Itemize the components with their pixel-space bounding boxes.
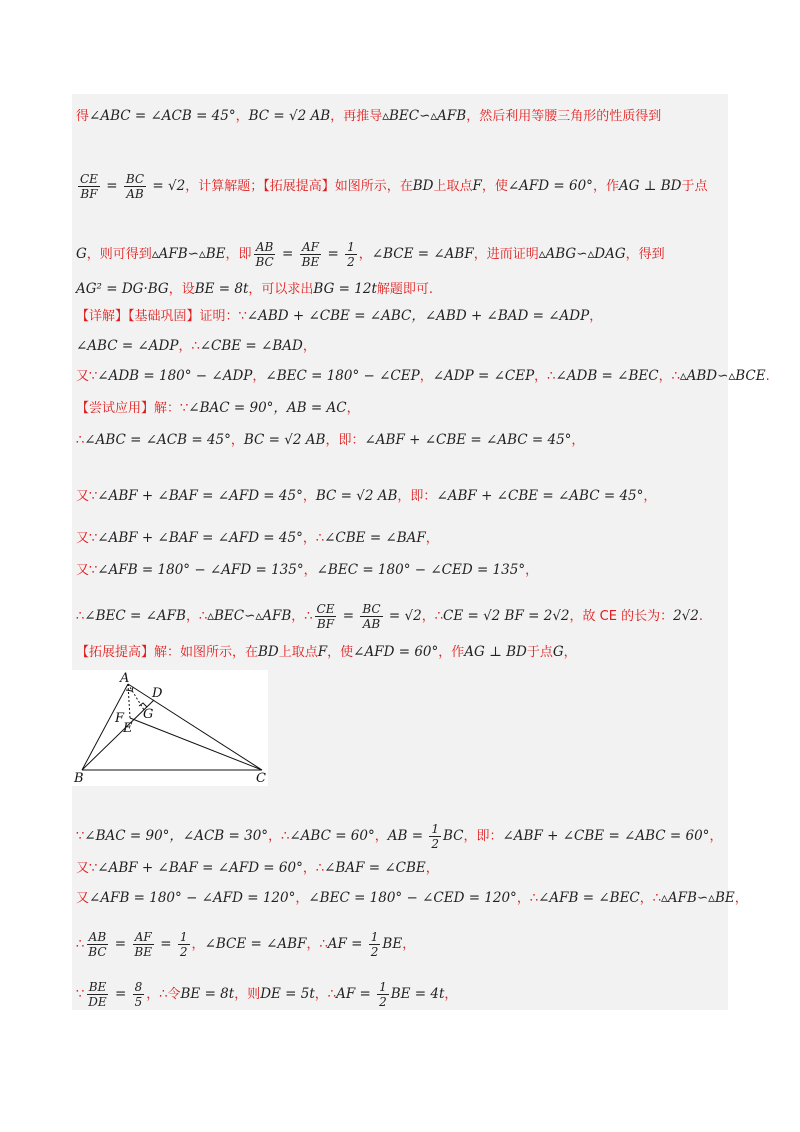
math-expression: ∠BEC = 180° − ∠CEP — [265, 368, 420, 384]
chinese-text: ，则可得到 — [86, 247, 152, 262]
chinese-text: 又∵ — [76, 861, 98, 876]
fraction-denominator: BC — [88, 945, 107, 959]
math-expression: BC = √2 AB — [248, 108, 331, 124]
chinese-text: ， — [525, 563, 539, 578]
solution-line — [76, 172, 734, 201]
solution-line — [76, 560, 734, 581]
chinese-text: . — [765, 369, 770, 384]
math-expression: = — [277, 246, 298, 262]
fraction — [300, 240, 322, 269]
math-expression: ▵AFB∽▵BE — [661, 890, 735, 906]
label-d: D — [152, 686, 163, 701]
math-expression: ∠ABC = ∠ACB = 45° — [84, 432, 231, 448]
chinese-text: ，使 — [481, 179, 508, 194]
solution-line — [76, 602, 734, 631]
fraction-denominator: BE — [134, 945, 152, 959]
math-expression: BE — [382, 936, 403, 952]
solution-line — [76, 980, 734, 1009]
math-expression: ∠BAC = 90°，∠ACB = 30° — [84, 828, 269, 844]
solution-line — [76, 430, 734, 451]
math-expression: G — [552, 644, 564, 660]
chinese-text: ，即： — [397, 489, 437, 504]
fraction — [345, 240, 357, 269]
chinese-text: ， — [230, 433, 244, 448]
chinese-text: ， — [571, 433, 585, 448]
label-b: B — [74, 771, 84, 786]
math-expression: CE = √2 BF = 2√2 — [443, 608, 570, 624]
math-expression: BD — [258, 644, 279, 660]
fraction-denominator: BF — [80, 187, 98, 201]
chinese-text: . — [698, 609, 704, 624]
fraction-numerator: 1 — [370, 930, 379, 944]
chinese-text: ∵ — [76, 829, 85, 844]
chinese-text: ，再推导 — [330, 109, 383, 124]
math-expression: AG² = DG·BG — [76, 281, 169, 297]
right-angle-mark-a — [126, 687, 133, 691]
fraction-numerator: 1 — [379, 980, 387, 994]
chinese-text: 得 — [76, 109, 90, 124]
chinese-text: 于点 — [681, 179, 708, 194]
chinese-text: 【详解】【基础巩固】证明：∵ — [76, 309, 247, 324]
solution-line — [76, 240, 734, 269]
chinese-text: ， — [419, 369, 433, 384]
chinese-text: 又∵ — [76, 563, 98, 578]
math-expression: BC = √2 AB — [315, 488, 398, 504]
fraction — [132, 930, 154, 959]
fraction-denominator: BF — [316, 617, 335, 631]
fraction — [254, 240, 276, 269]
fraction — [178, 930, 190, 959]
chinese-text: ，∴ — [658, 369, 680, 384]
fraction — [377, 980, 389, 1009]
fraction — [78, 172, 100, 201]
math-expression: ∠ABF + ∠CBE = ∠ABC = 60° — [502, 828, 710, 844]
chinese-text: ，计算解题；【拓展提高】如图所示，在 — [185, 179, 413, 194]
chinese-text: ∴ — [76, 433, 85, 448]
math-expression: DE = 5t — [260, 986, 315, 1002]
math-expression: BC — [442, 828, 464, 844]
chinese-text: ，故 CE 的长为： — [569, 609, 674, 624]
chinese-text: ，∴ — [302, 531, 325, 546]
chinese-text: ，即： — [463, 829, 503, 844]
chinese-text: 于点 — [526, 645, 553, 660]
chinese-text: ，∴ — [516, 891, 539, 906]
math-expression: ∠AFB = 180° − ∠AFD = 120° — [89, 890, 296, 906]
chinese-text: ，设 — [168, 282, 195, 297]
chinese-text: ， — [402, 937, 416, 952]
chinese-text: ∴ — [76, 609, 85, 624]
chinese-text: ，∴ — [534, 369, 556, 384]
math-expression: ▵ABD∽▵BCE — [679, 368, 766, 384]
math-expression: F — [317, 644, 328, 660]
fraction-denominator: 2 — [379, 995, 387, 1009]
label-f: F — [115, 711, 125, 726]
fraction — [315, 602, 337, 631]
fraction-numerator: AF — [301, 240, 319, 254]
math-expression: 2√2 — [673, 608, 699, 624]
chinese-text: ， — [358, 247, 372, 262]
chinese-text: ， — [235, 109, 249, 124]
math-expression: AG ⊥ BD — [618, 178, 682, 194]
math-expression: F — [472, 178, 482, 194]
segment-ac — [128, 684, 262, 770]
math-expression: ∠BAC = 90°，AB = AC — [188, 400, 347, 416]
fraction-denominator: DE — [88, 995, 107, 1009]
math-expression: = — [156, 936, 176, 952]
fraction — [124, 172, 146, 201]
solution-line — [76, 336, 734, 357]
chinese-text: ，∴ — [291, 609, 313, 624]
chinese-text: ，∴ — [178, 339, 200, 354]
chinese-text: 又 — [76, 891, 90, 906]
solution-line — [76, 486, 734, 507]
chinese-text: ，作 — [592, 179, 619, 194]
chinese-text: ∵ — [76, 987, 85, 1002]
math-expression: BE = 8t — [180, 986, 235, 1002]
fraction-numerator: CE — [316, 602, 335, 616]
chinese-text: ，∴ — [306, 937, 328, 952]
fraction-numerator: 8 — [134, 980, 143, 994]
solution-line — [76, 858, 734, 879]
chinese-text: ， — [444, 987, 458, 1002]
math-expression: = √2 — [384, 608, 422, 624]
solution-line — [76, 106, 734, 127]
math-expression: AF = — [327, 936, 367, 952]
chinese-text: ， — [303, 563, 317, 578]
solution-line — [76, 279, 734, 300]
fraction-numerator: BC — [125, 172, 145, 186]
math-expression: = √2 — [148, 178, 186, 194]
fraction-numerator: 1 — [179, 930, 188, 944]
math-expression: G — [76, 246, 87, 262]
chinese-text: ， — [374, 829, 388, 844]
fraction-denominator: 2 — [179, 945, 188, 959]
math-expression: BE = 4t — [390, 986, 445, 1002]
chinese-text: ∴ — [76, 937, 85, 952]
chinese-text: ，∴ — [421, 609, 443, 624]
chinese-text: ，即： — [325, 433, 365, 448]
chinese-text: ， — [563, 645, 577, 660]
math-expression: ∠CBE = ∠BAD — [199, 338, 303, 354]
chinese-text: ， — [709, 829, 723, 844]
math-expression: ∠CBE = ∠BAF — [324, 530, 426, 546]
math-expression: ∠AFD = 60° — [353, 644, 439, 660]
math-expression: ∠ADP = ∠CEP — [432, 368, 535, 384]
chinese-text: ，即 — [225, 247, 252, 262]
fraction-numerator: BE — [88, 980, 107, 994]
math-expression: ∠AFB = ∠BEC — [538, 890, 640, 906]
math-expression: ∠BEC = 180° − ∠CED = 120° — [308, 890, 517, 906]
segment-ab — [82, 684, 128, 770]
chinese-text: ，使 — [327, 645, 354, 660]
fraction-denominator: 2 — [431, 837, 439, 851]
fraction-denominator: 5 — [134, 995, 143, 1009]
math-expression: ∠ABD + ∠CBE = ∠ABC，∠ABD + ∠BAD = ∠ADP — [246, 308, 590, 324]
math-expression: AF = — [336, 986, 376, 1002]
math-expression: ∠BCE = ∠ABF — [371, 246, 474, 262]
chinese-text: ， — [346, 401, 360, 416]
math-expression: = — [338, 608, 359, 624]
chinese-text: ，∴ — [314, 987, 337, 1002]
chinese-text: ，然后利用等腰三角形的性质得到 — [466, 109, 662, 124]
math-expression: ∠BAF = ∠CBE — [324, 860, 426, 876]
segment-ce — [130, 718, 262, 770]
fraction-denominator: BC — [255, 255, 274, 269]
chinese-text: 又∵ — [76, 531, 98, 546]
chinese-text: ， — [191, 937, 205, 952]
chinese-text: 解题即可. — [376, 282, 434, 297]
math-expression: = — [110, 986, 131, 1002]
math-expression: BC = √2 AB — [243, 432, 326, 448]
fraction — [86, 980, 108, 1009]
fraction-numerator: AB — [255, 240, 274, 254]
chinese-text: ， — [589, 309, 603, 324]
fraction-numerator: CE — [80, 172, 98, 186]
label-g: G — [143, 707, 154, 722]
fraction-denominator: 2 — [370, 945, 379, 959]
chinese-text: ，进而证明 — [473, 247, 539, 262]
fraction-numerator: 1 — [347, 240, 355, 254]
math-expression: = — [110, 936, 131, 952]
math-expression: ∠AFD = 60° — [507, 178, 593, 194]
chinese-text: ，∴ — [302, 861, 325, 876]
chinese-text: ，∴ — [639, 891, 662, 906]
segment-ae — [128, 684, 130, 718]
chinese-text: 上取点 — [278, 645, 318, 660]
fraction — [360, 602, 382, 631]
math-expression: BG = 12t — [313, 281, 377, 297]
fraction-denominator: AB — [362, 617, 381, 631]
solution-line — [76, 306, 734, 327]
chinese-text: ，得到 — [625, 247, 665, 262]
math-expression: ∠ABF + ∠BAF = ∠AFD = 60° — [97, 860, 303, 876]
fraction-numerator: 1 — [431, 822, 439, 836]
label-e: E — [123, 721, 133, 736]
math-expression: ∠ABF + ∠CBE = ∠ABC = 45° — [436, 488, 644, 504]
math-expression: = — [101, 178, 122, 194]
chinese-text: ， — [302, 489, 316, 504]
math-expression: BE = 8t — [194, 281, 249, 297]
fraction — [369, 930, 381, 959]
chinese-text: 又∵ — [76, 489, 98, 504]
fraction-denominator: AB — [126, 187, 144, 201]
chinese-text: ，∴ — [268, 829, 290, 844]
chinese-text: ，可以求出 — [248, 282, 314, 297]
solution-line — [76, 888, 748, 909]
solution-line — [76, 398, 734, 419]
chinese-text: ，∴ — [185, 609, 208, 624]
chinese-text: ，∴令 — [146, 987, 181, 1002]
math-expression: ∠BEC = ∠AFB — [84, 608, 186, 624]
chinese-text: ， — [425, 531, 439, 546]
math-expression: AB = — [387, 828, 428, 844]
math-expression: ∠ABF + ∠CBE = ∠ABC = 45° — [364, 432, 572, 448]
math-expression: ▵AFB∽▵BE — [151, 246, 226, 262]
math-expression: ▵BEC∽▵AFB — [207, 608, 292, 624]
math-expression: ∠ABC = ∠ADP — [76, 338, 179, 354]
math-expression: AG ⊥ BD — [464, 644, 527, 660]
fraction-numerator: BC — [362, 602, 381, 616]
chinese-text: ， — [295, 891, 309, 906]
solution-line — [76, 366, 770, 387]
chinese-text: 【拓展提高】解：如图所示，在 — [76, 645, 259, 660]
label-a: A — [120, 671, 130, 686]
chinese-text: 上取点 — [433, 179, 473, 194]
chinese-text: ， — [643, 489, 657, 504]
math-expression: BD — [412, 178, 434, 194]
math-expression: ∠ABF + ∠BAF = ∠AFD = 45° — [97, 530, 303, 546]
fraction — [86, 930, 108, 959]
solution-line — [76, 930, 734, 959]
chinese-text: ， — [252, 369, 266, 384]
chinese-text: 又∵ — [76, 369, 98, 384]
chinese-text: ， — [425, 861, 439, 876]
math-expression: ∠AFB = 180° − ∠AFD = 135° — [97, 562, 304, 578]
fraction-denominator: BE — [301, 255, 320, 269]
math-expression: ∠ABC = 60° — [289, 828, 375, 844]
chinese-text: ， — [734, 891, 748, 906]
math-expression: ∠ABC = ∠ACB = 45° — [89, 108, 236, 124]
chinese-text: ，作 — [438, 645, 465, 660]
label-c: C — [256, 771, 266, 786]
segment-ag — [128, 684, 144, 710]
math-expression: ∠ADB = 180° − ∠ADP — [97, 368, 253, 384]
math-expression: ∠ABF + ∠BAF = ∠AFD = 45° — [97, 488, 303, 504]
fraction-denominator: 2 — [347, 255, 355, 269]
math-expression: ▵ABG∽▵DAG — [538, 246, 626, 262]
chinese-text: ， — [302, 339, 316, 354]
chinese-text: 【尝试应用】解：∵ — [76, 401, 189, 416]
chinese-text: ，则 — [234, 987, 261, 1002]
fraction — [429, 822, 441, 851]
solution-line — [76, 822, 734, 851]
solution-line — [76, 642, 734, 663]
fraction-numerator: AB — [88, 930, 107, 944]
solution-line — [76, 528, 734, 549]
math-expression: = — [323, 246, 344, 262]
fraction-numerator: AF — [134, 930, 152, 944]
fraction — [133, 980, 145, 1009]
math-expression: ∠BEC = 180° − ∠CED = 135° — [316, 562, 526, 578]
math-expression: ▵BEC∽▵AFB — [382, 108, 467, 124]
math-expression: ∠ADB = ∠BEC — [555, 368, 659, 384]
math-expression: ∠BCE = ∠ABF — [204, 936, 307, 952]
geometry-figure — [72, 670, 268, 786]
